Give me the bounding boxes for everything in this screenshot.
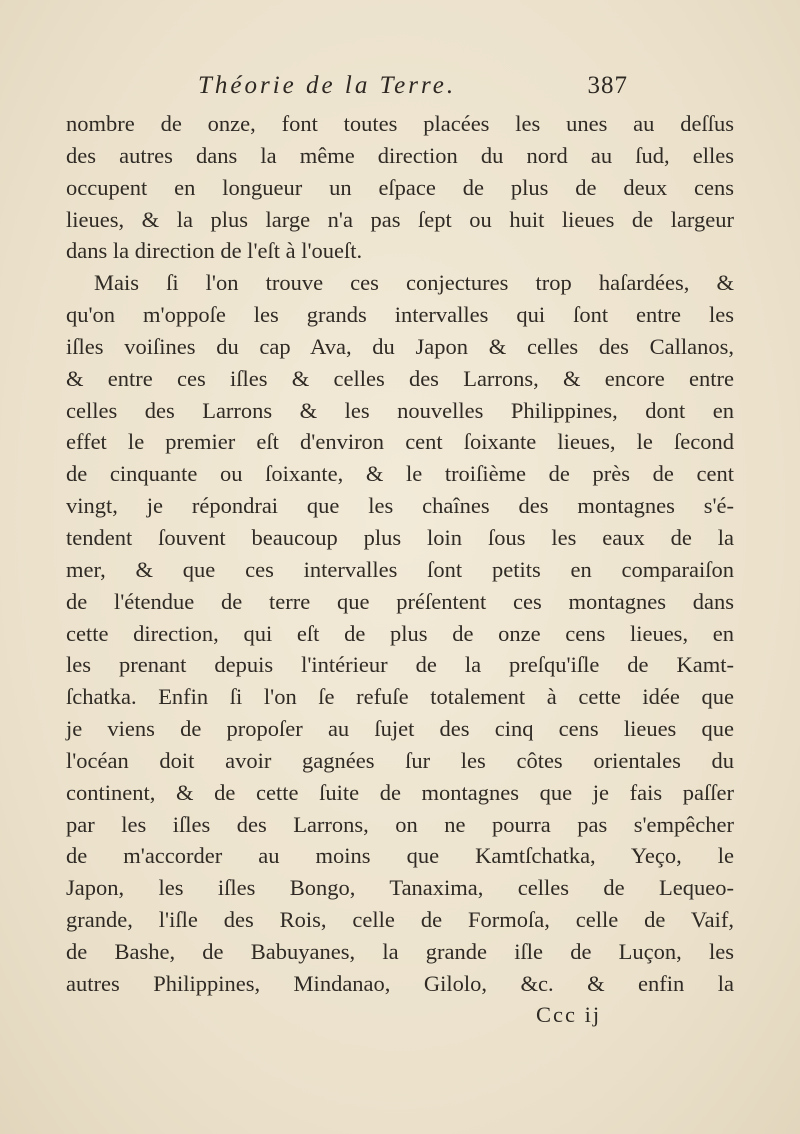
text-line: ſchatka. Enfin ſi l'on ſe refuſe totalement à cette idée que bbox=[66, 684, 734, 710]
text-line: effet le premier eſt d'environ cent ſoixante lieues, le ſecond bbox=[66, 429, 734, 455]
text-line: des autres dans la même direction du nord au ſud, elles bbox=[66, 142, 734, 168]
text-line: cette direction, qui eſt de plus de onze cens lieues, en bbox=[66, 620, 734, 646]
text-line: de m'accorder au moins que Kamtſchatka, Yeço, le bbox=[66, 843, 734, 869]
text-line: lieues, & la plus large n'a pas ſept ou huit lieues de largeur bbox=[66, 206, 734, 232]
text-line: continent, & de cette ſuite de montagnes que je fais paſſer bbox=[66, 779, 734, 805]
text-line: nombre de onze, font toutes placées les unes au deſſus bbox=[66, 111, 734, 136]
text-line: & entre ces iſles & celles des Larrons, & encore entre bbox=[66, 365, 734, 391]
text-line: qu'on m'oppoſe les grands intervalles qui ſont entre les bbox=[66, 302, 734, 328]
text-line: je viens de propoſer au ſujet des cinq cens lieues que bbox=[66, 716, 734, 742]
page-number: 387 bbox=[587, 72, 628, 99]
signature-mark: Ccc ij bbox=[536, 1002, 602, 1027]
text-line: l'océan doit avoir gagnées ſur les côtes orientales du bbox=[66, 747, 734, 773]
text-line: mer, & que ces intervalles ſont petits en comparaiſon bbox=[66, 556, 734, 582]
text-line: Japon, les iſles Bongo, Tanaxima, celles de Lequeo- bbox=[66, 875, 734, 901]
running-title: Théorie de la Terre. bbox=[198, 72, 457, 99]
text-line: grande, l'iſle des Rois, celle de Formoſa, celle de Vaif, bbox=[66, 907, 734, 933]
text-line: iſles voiſines du cap Ava, du Japon & celles des Callanos, bbox=[66, 333, 734, 359]
text-line: de cinquante ou ſoixante, & le troiſième de près de cent bbox=[66, 461, 734, 487]
text-line: dans la direction de l'eſt à l'oueſt. bbox=[66, 238, 363, 264]
text-line: de l'étendue de terre que préſentent ces montagnes dans bbox=[66, 588, 734, 614]
text-line: autres Philippines, Mindanao, Gilolo, &c. & enfin la bbox=[66, 970, 734, 996]
text-line: par les iſles des Larrons, on ne pourra pas s'empêcher bbox=[66, 811, 734, 837]
body-text bbox=[66, 108, 734, 1000]
text-line: de Bashe, de Babuyanes, la grande iſle de Luçon, les bbox=[66, 938, 734, 964]
text-line: les prenant depuis l'intérieur de la preſqu'iſle de Kamt- bbox=[66, 652, 734, 678]
running-header bbox=[198, 72, 628, 112]
text-line: occupent en longueur un eſpace de plus de deux cens bbox=[66, 174, 734, 200]
text-line: vingt, je répondrai que les chaînes des montagnes s'é- bbox=[66, 493, 734, 519]
text-line: celles des Larrons & les nouvelles Philippines, dont en bbox=[66, 397, 734, 423]
text-line: Mais ſi l'on trouve ces conjectures trop haſardées, & bbox=[94, 270, 734, 296]
text-line: tendent ſouvent beaucoup plus loin ſous les eaux de la bbox=[66, 524, 734, 550]
